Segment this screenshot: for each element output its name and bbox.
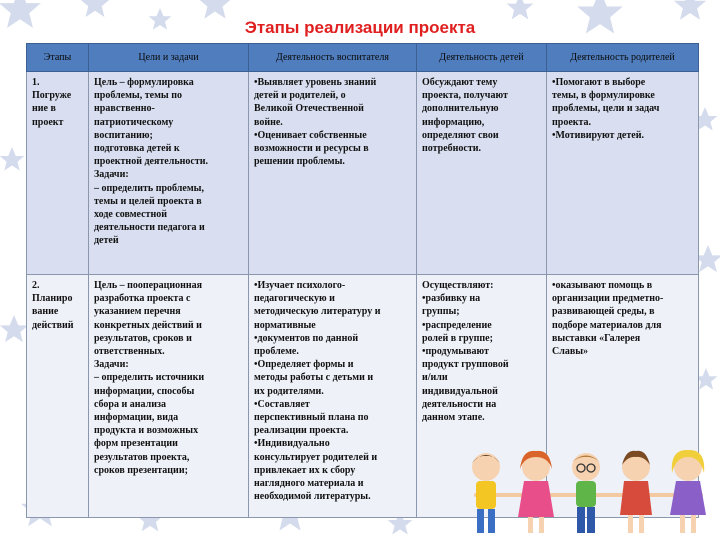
cell-text-line: Задачи: <box>94 359 129 371</box>
child-figure <box>518 451 554 533</box>
cell-text-line: проблемы, цели и задач <box>552 103 660 115</box>
cell-text-line: развивающей среды, в <box>552 306 655 318</box>
cell-text-line: необходимой литературы. <box>254 491 371 503</box>
cell-text-line: проблемы, темы по <box>94 90 182 102</box>
cell-text-line: детей и родителей, о <box>254 90 346 102</box>
cell-text-line: привлекает их к сбору <box>254 464 356 476</box>
cell-text-line: дополнительную <box>422 103 499 115</box>
cell-text-line: индивидуальной <box>422 385 498 397</box>
teacher-cell <box>249 275 417 518</box>
cell-text-line: •Изучает психолого- <box>254 280 346 291</box>
cell-text-line: выставки «Галерея <box>552 332 641 344</box>
cell-text-line: данном этапе. <box>422 412 485 424</box>
star-icon <box>0 147 24 171</box>
cell-text-line: проектной деятельности. <box>94 156 208 168</box>
cell-text-line: реализации проекта. <box>254 425 349 437</box>
cell-text-line: Погруже <box>32 90 72 102</box>
cell-text-line: продукта и возможных <box>94 425 199 437</box>
cell-text-line: информации, способы <box>94 385 195 397</box>
cell-text-line: ответственных. <box>94 346 165 358</box>
cell-text-line: сроков презентации; <box>94 464 188 476</box>
cell-text-line: •оказывают помощь в <box>552 280 653 291</box>
cell-text-line: – определить источники <box>94 372 205 384</box>
cell-text-line: возможности и ресурсы в <box>254 143 369 155</box>
cell-text-line: подготовка детей к <box>94 143 180 155</box>
cell-text-line: действий <box>32 319 74 331</box>
goals-cell <box>89 275 249 518</box>
cell-text-line: вание <box>32 306 59 318</box>
cell-text-line: •Определяет формы и <box>254 359 354 371</box>
cell-text-line: методы работы с детьми и <box>254 372 374 384</box>
goals-cell <box>89 72 249 275</box>
children-cell <box>417 72 547 275</box>
cell-text-line: •документов по данной <box>254 332 359 344</box>
header-children-activity: Деятельность детей <box>417 44 547 72</box>
cell-text-line: Задачи: <box>94 169 129 181</box>
cell-text-line: •Выявляет уровень знаний <box>254 77 377 88</box>
cell-text-line: нравственно- <box>94 103 155 115</box>
cell-text-line: проекта, получают <box>422 90 508 102</box>
child-figure <box>620 451 652 533</box>
cell-text-line: – определить проблемы, <box>94 182 204 194</box>
child-figure <box>572 453 600 533</box>
cell-text-line: проблеме. <box>254 346 299 358</box>
cell-text-line: конкретных действий и <box>94 319 202 331</box>
cell-text-line: воспитанию; <box>94 129 153 141</box>
table-header-row <box>27 44 699 72</box>
cell-text-line: •распределение <box>422 319 492 331</box>
cell-text-line: указанием перечня <box>94 306 181 318</box>
cell-text-line: Великой Отечественной <box>254 103 364 115</box>
cell-text-line: детей <box>94 235 119 247</box>
cell-text-line: Цель – формулировка <box>94 77 194 88</box>
cell-text-line: темы, в формулировке <box>552 90 655 102</box>
header-goals: Цели и задачи <box>89 44 249 72</box>
cell-text-line: •Оценивает собственные <box>254 129 367 141</box>
cell-text-line: результатов, сроков и <box>94 332 192 344</box>
cell-text-line: •Составляет <box>254 398 310 410</box>
cell-text-line: •продумывают <box>422 346 489 358</box>
cell-text-line: войне. <box>254 116 283 128</box>
cell-text-line: •разбивку на <box>422 293 481 305</box>
cell-text-line: Обсуждают тему <box>422 77 498 88</box>
cell-text-line: проекта. <box>552 116 592 128</box>
teacher-cell <box>249 72 417 275</box>
cell-text-line: •Мотивируют детей. <box>552 129 644 141</box>
cell-text-line: консультирует родителей и <box>254 451 378 463</box>
cell-text-line: решении проблемы. <box>254 156 345 168</box>
star-icon <box>674 0 706 20</box>
star-icon <box>0 315 28 342</box>
cell-text-line: потребности. <box>422 143 482 155</box>
cell-text-line: группы; <box>422 306 460 318</box>
star-icon <box>507 0 534 19</box>
cell-text-line: Осуществляют: <box>422 280 494 291</box>
cell-text-line: организации предметно- <box>552 293 664 305</box>
cell-text-line: продукт групповой <box>422 359 509 371</box>
stage-cell <box>27 275 89 518</box>
cell-text-line: нормативные <box>254 319 316 331</box>
cell-text-line: форм презентации <box>94 438 178 450</box>
cell-text-line: ходе совместной <box>94 209 167 221</box>
cell-text-line: информацию, <box>422 116 485 128</box>
cell-text-line: деятельности на <box>422 398 497 410</box>
cell-text-line: ролей в группе; <box>422 332 493 344</box>
cell-text-line: перспективный плана по <box>254 412 369 424</box>
cell-text-line: Планиро <box>32 293 73 305</box>
cell-text-line: •Индивидуально <box>254 438 330 450</box>
table-row <box>27 72 699 275</box>
cell-text-line: подборе материалов для <box>552 319 662 331</box>
cell-text-line: и/или <box>422 372 448 384</box>
cell-text-line: результатов проекта, <box>94 451 190 463</box>
cell-text-line: 2. <box>32 280 40 291</box>
cell-text-line: Цель – пооперационная <box>94 280 203 291</box>
cell-text-line: наглядного материала и <box>254 478 364 490</box>
cell-text-line: темы и целей проекта в <box>94 195 202 207</box>
cell-text-line: Славы» <box>552 346 589 358</box>
cell-text-line: разработка проекта с <box>94 293 191 305</box>
cell-text-line: сбора и анализа <box>94 398 166 410</box>
cell-text-line: патриотическому <box>94 116 174 128</box>
cell-text-line: их родителями. <box>254 385 324 397</box>
stage-cell <box>27 72 89 275</box>
child-figure <box>670 450 706 533</box>
cell-text-line: ние в <box>32 103 56 115</box>
star-icon <box>198 0 232 19</box>
cell-text-line: •Помогают в выборе <box>552 77 646 88</box>
page-title: Этапы реализации проекта <box>244 18 476 37</box>
cell-text-line: определяют свои <box>422 129 499 141</box>
cell-text-line: деятельности педагога и <box>94 222 205 234</box>
header-parents-activity: Деятельность родителей <box>547 44 699 72</box>
star-icon <box>80 0 110 17</box>
cell-text-line: информации, вида <box>94 412 179 424</box>
header-stages: Этапы <box>27 44 89 72</box>
parents-cell <box>547 72 699 275</box>
cell-text-line: методическую литературу и <box>254 306 381 318</box>
cell-text-line: 1. <box>32 77 40 88</box>
cell-text-line: проект <box>32 116 64 128</box>
children-holding-hands-illustration <box>456 447 718 539</box>
cell-text-line: педагогическую и <box>254 293 335 305</box>
header-teacher-activity: Деятельность воспитателя <box>249 44 417 72</box>
child-figure <box>472 453 500 533</box>
